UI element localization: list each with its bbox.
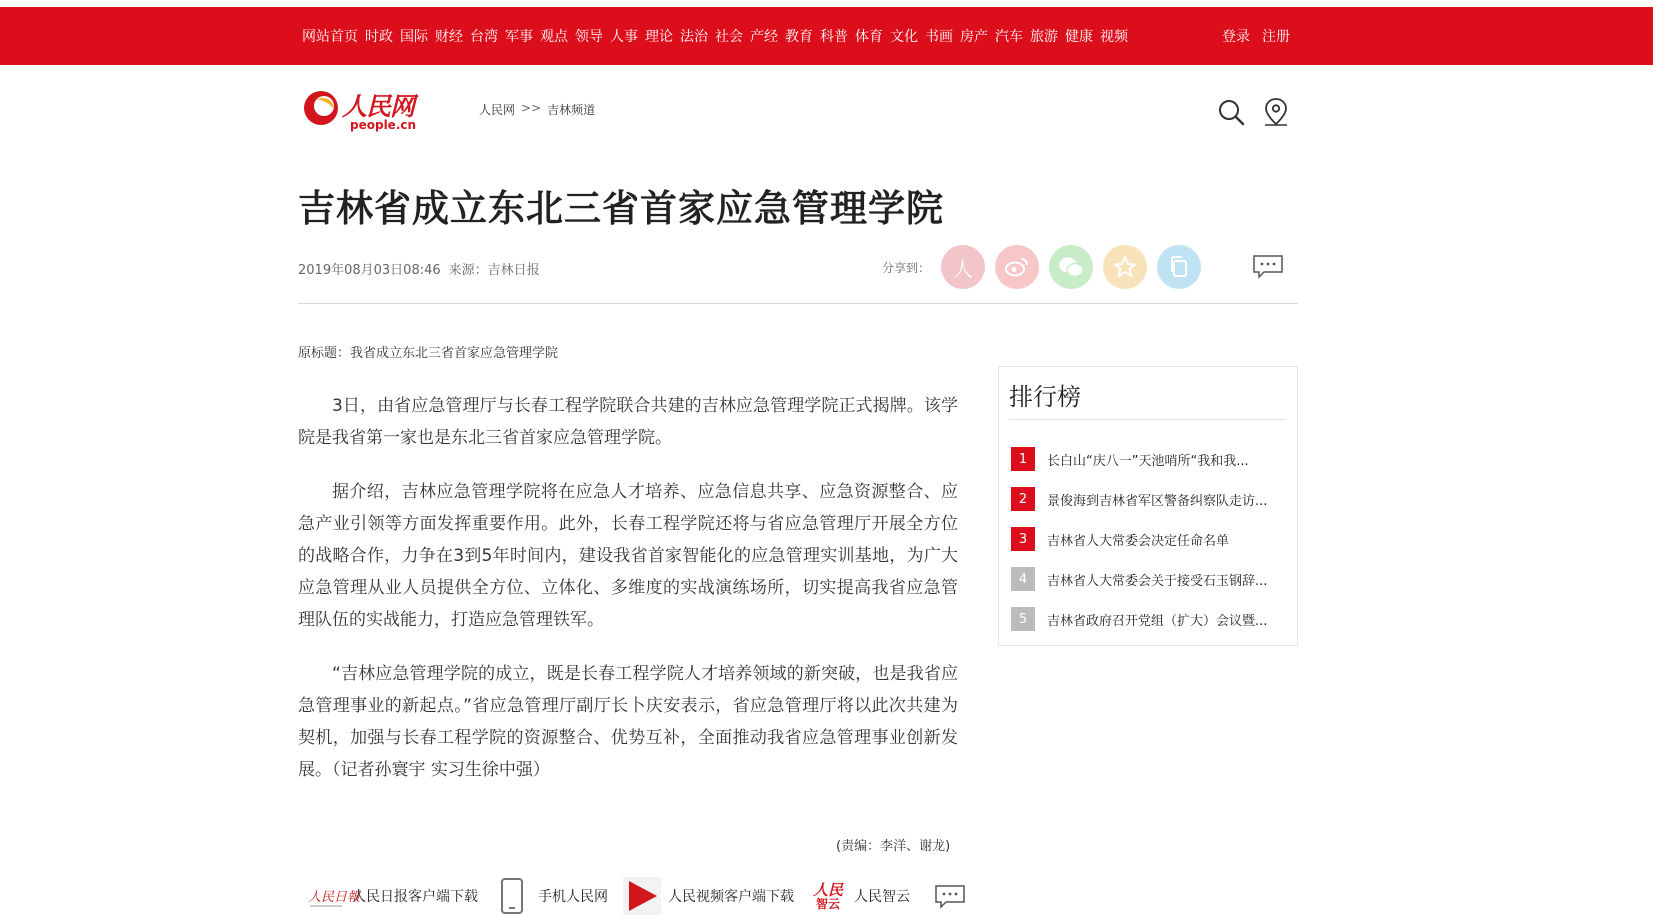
app-links	[306, 876, 966, 916]
rank-number: 2	[1011, 487, 1035, 511]
nav-item-politics[interactable]: 时政	[365, 29, 393, 45]
nav-item-health[interactable]: 健康	[1065, 29, 1093, 45]
mobile-phone-icon	[492, 876, 532, 916]
nav-item-calligraphy[interactable]: 书画	[925, 29, 953, 45]
ranking-item-title[interactable]: 吉林省人大常委会关于接受石玉钢辞...	[1047, 573, 1268, 589]
share-weibo-button[interactable]	[995, 245, 1039, 289]
breadcrumb-channel[interactable]: 吉林频道	[547, 103, 596, 117]
location-pin-icon[interactable]	[1263, 97, 1289, 127]
ranking-item-title[interactable]: 长白山“庆八一”天池哨所“我和我...	[1047, 453, 1249, 469]
video-play-icon	[622, 876, 662, 916]
nav-item-science[interactable]: 科普	[820, 29, 848, 45]
ranking-item[interactable]	[1011, 439, 1291, 479]
nav-item-society[interactable]: 社会	[715, 29, 743, 45]
nav-item-law[interactable]: 法治	[680, 29, 708, 45]
breadcrumb	[479, 101, 595, 118]
breadcrumb-home[interactable]: 人民网	[479, 103, 516, 117]
ranking-item[interactable]	[1011, 519, 1291, 559]
copy-icon	[1168, 255, 1190, 279]
nav-item-video[interactable]: 视频	[1100, 29, 1128, 45]
nav-item-travel[interactable]: 旅游	[1030, 29, 1058, 45]
article-body	[298, 390, 958, 808]
share-people-button[interactable]	[941, 245, 985, 289]
app-link-label: 手机人民网	[538, 889, 608, 905]
zhiyun-icon-text: 智云	[815, 896, 840, 911]
auth-links	[1222, 7, 1302, 65]
peoples-daily-icon	[306, 876, 361, 916]
ranking-item[interactable]	[1011, 559, 1291, 599]
ranking-item-title[interactable]: 景俊海到吉林省军区警备纠察队走访...	[1047, 493, 1268, 509]
article-source[interactable]: 来源：吉林日报	[448, 263, 540, 278]
nav-item-personnel[interactable]: 人事	[610, 29, 638, 45]
article-paragraph: “吉林应急管理学院的成立，既是长春工程学院人才培养领域的新突破，也是我省应急管理事业的新起点。”省应急管理厅副厅长卜庆安表示，省应急管理厅将以此次共建为契机，加强与长春工程学院的资源整合、优势互补，全面推动我省应急管理事业创新发展。（记者孙寰宇 实习生徐中强）	[298, 664, 958, 780]
title-divider	[298, 303, 1298, 304]
zhiyun-app-link[interactable]	[808, 876, 910, 916]
nav-item-education[interactable]: 教育	[785, 29, 813, 45]
ranking-title: 排行榜	[1009, 383, 1081, 411]
breadcrumb-separator: >>	[521, 101, 542, 115]
nav-item-industry[interactable]: 产经	[750, 29, 778, 45]
copy-link-button[interactable]	[1157, 245, 1201, 289]
share-label: 分享到：	[882, 261, 931, 275]
search-icon[interactable]	[1217, 98, 1245, 126]
nav-item-home[interactable]: 网站首页	[302, 29, 358, 45]
nav-item-opinion[interactable]: 观点	[540, 29, 568, 45]
editor-credit: (责编：李洋、谢龙)	[836, 839, 951, 854]
app-link-label: 人民智云	[854, 889, 910, 905]
people-icon: 人	[953, 256, 973, 281]
article-title: 吉林省成立东北三省首家应急管理学院	[298, 187, 944, 230]
top-nav-bar	[0, 7, 1653, 65]
nav-item-auto[interactable]: 汽车	[995, 29, 1023, 45]
nav-item-taiwan[interactable]: 台湾	[470, 29, 498, 45]
nav-item-sports[interactable]: 体育	[855, 29, 883, 45]
rank-number: 4	[1011, 567, 1035, 591]
ranking-item-title[interactable]: 吉林省人大常委会决定任命名单	[1047, 533, 1230, 549]
article-meta	[298, 259, 540, 278]
logo-domain: people.cn	[350, 118, 417, 132]
zhiyun-icon: 人民 智云	[812, 880, 843, 911]
svg-text:人民日報: 人民日報	[308, 890, 361, 905]
ranking-item-title[interactable]: 吉林省政府召开党组（扩大）会议暨...	[1047, 613, 1268, 629]
nav-item-international[interactable]: 国际	[400, 29, 428, 45]
main-nav	[302, 7, 1135, 65]
ranking-panel	[998, 366, 1298, 646]
share-wechat-button[interactable]	[1049, 245, 1093, 289]
video-app-link[interactable]	[622, 876, 794, 916]
rank-number: 5	[1011, 607, 1035, 631]
ranking-item[interactable]	[1011, 599, 1291, 639]
site-logo[interactable]	[302, 87, 420, 133]
article-paragraph: 3日，由省应急管理厅与长春工程学院联合共建的吉林应急管理学院正式揭牌。该学院是我省第一家也是东北三省首家应急管理学院。	[298, 396, 958, 448]
article-paragraph: 据介绍，吉林应急管理学院将在应急人才培养、应急信息共享、应急资源整合、应急产业引领等方面发挥重要作用。此外，长春工程学院还将与省应急管理厅开展全方位的战略合作，力争在3到5年时间内，建设我省首家智能化的应急管理实训基地，为广大应急管理从业人员提供全方位、立体化、多维度的实战演练场所，切实提高我省应急管理队伍的实战能力，打造应急管理铁军。	[298, 482, 958, 630]
nav-item-culture[interactable]: 文化	[890, 29, 918, 45]
rank-number: 3	[1011, 527, 1035, 551]
logo-swirl-icon	[302, 89, 340, 127]
star-icon	[1113, 255, 1137, 279]
register-link[interactable]: 注册	[1262, 29, 1290, 45]
nav-item-theory[interactable]: 理论	[645, 29, 673, 45]
mobile-site-link[interactable]	[492, 876, 608, 916]
peoples-daily-app-link[interactable]	[306, 876, 478, 916]
comment-icon[interactable]	[1252, 254, 1284, 278]
publish-datetime: 2019年08月03日08:46	[298, 263, 441, 278]
share-favorite-button[interactable]	[1103, 245, 1147, 289]
nav-item-finance[interactable]: 财经	[435, 29, 463, 45]
ranking-divider	[1009, 419, 1286, 420]
login-link[interactable]: 登录	[1222, 29, 1250, 45]
nav-item-realestate[interactable]: 房产	[960, 29, 988, 45]
ranking-item[interactable]	[1011, 479, 1291, 519]
nav-item-leaders[interactable]: 领导	[575, 29, 603, 45]
wechat-icon	[1057, 255, 1085, 279]
app-link-label: 人民日报客户端下载	[352, 889, 478, 905]
original-title: 原标题：我省成立东北三省首家应急管理学院	[298, 346, 559, 361]
logo-text: 人民网	[342, 92, 415, 121]
nav-item-military[interactable]: 军事	[505, 29, 533, 45]
ranking-list	[1011, 439, 1291, 639]
rank-number: 1	[1011, 447, 1035, 471]
app-link-label: 人民视频客户端下载	[668, 889, 794, 905]
weibo-icon	[1004, 256, 1030, 278]
comment-icon[interactable]	[934, 884, 966, 908]
